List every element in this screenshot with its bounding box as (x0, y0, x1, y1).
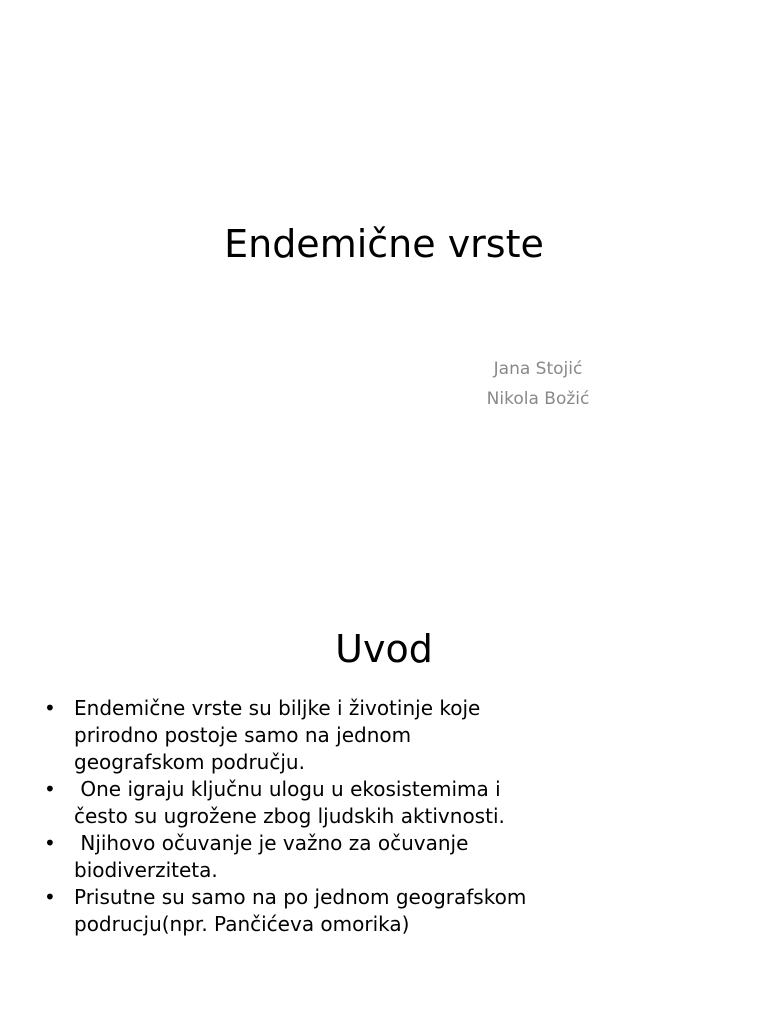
author-list (438, 354, 638, 414)
bullet-icon: • (44, 696, 56, 720)
bullet-text: Njihovo očuvanje je važno za očuvanje biodiverziteta. (74, 831, 475, 882)
bullet-list (40, 695, 540, 938)
section-title: Uvod (335, 627, 433, 671)
bullet-item (40, 776, 540, 830)
bullet-item (40, 695, 540, 776)
bullet-item (40, 830, 540, 884)
bullet-icon: • (44, 777, 56, 801)
bullet-icon: • (44, 885, 56, 909)
slide-title: Endemične vrste (224, 222, 544, 266)
bullet-text: Prisutne su samo na po jednom geografskom podrucju(npr. Pančićeva omorika) (74, 885, 533, 936)
bullet-item (40, 884, 540, 938)
author-name: Jana Stojić (493, 359, 583, 379)
bullet-text: One igraju ključnu ulogu u ekosistemima i često su ugrožene zbog ljudskih aktivnosti. (74, 777, 508, 828)
intro-slide (0, 560, 768, 1024)
author-name: Nikola Božić (486, 389, 590, 409)
bullet-icon: • (44, 831, 56, 855)
bullet-text: Endemične vrste su biljke i životinje koje prirodno postoje samo na jednom geografskom području. (74, 696, 487, 774)
